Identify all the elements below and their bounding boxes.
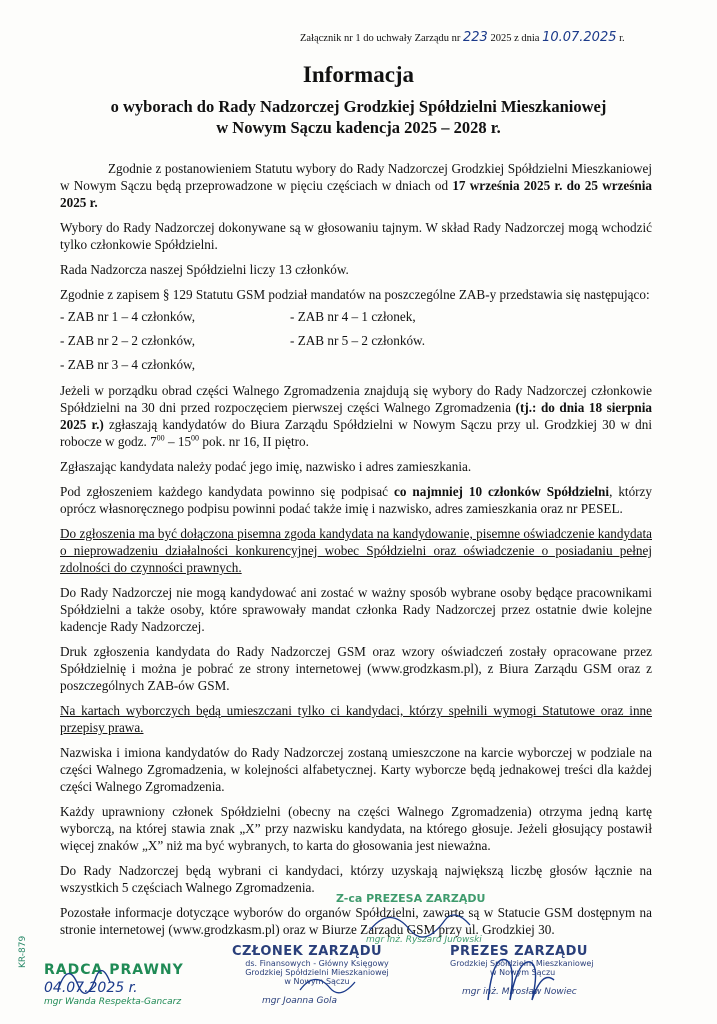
paragraph-ballot-order: Nazwiska i imiona kandydatów do Rady Nadzorczej zostaną umieszczone na karcie wyborczej w podziale na części Walnego Zgromadzenia, w kolejności alfabetycznej. Karty wyborcze będą jednakowej treści dla każdej części Walnego Zgromadzenia. bbox=[60, 745, 652, 794]
annex-suffix: r. bbox=[619, 33, 625, 44]
stamp-name: mgr Wanda Respekta-Gancarz bbox=[44, 997, 182, 1007]
document-body bbox=[60, 160, 652, 946]
paragraph-candidate-submission bbox=[60, 382, 652, 450]
annex-header bbox=[300, 30, 670, 45]
stamp-president bbox=[450, 944, 650, 997]
zab-item: - ZAB nr 4 – 1 członek, bbox=[290, 309, 416, 324]
stamp-board-member bbox=[232, 944, 432, 1006]
paragraph-forms: Druk zgłoszenia kandydata do Rady Nadzorczej GSM oraz wzory oświadczeń zostały opracowane przez Spółdzielnię i można je pobrać ze strony internetowej (www.grodzkasm.pl), z Biura Zarządu GSM oraz z poszczególnych ZAB-ów GSM. bbox=[60, 644, 652, 693]
paragraph-text: Pod zgłoszeniem każdego kandydata powinno się podpisać bbox=[60, 484, 389, 499]
paragraph-board-size: Rada Nadzorcza naszej Spółdzielni liczy 13 członków. bbox=[60, 262, 349, 277]
zab-item bbox=[290, 356, 550, 373]
stamp-subtitle: ds. Finansowych - Główny Księgowy bbox=[245, 959, 389, 968]
stamp-title: RADCA PRAWNY bbox=[44, 962, 184, 978]
subtitle-line-2: w Nowym Sączu kadencja 2025 – 2028 r. bbox=[216, 118, 501, 137]
paragraph-ineligibility: Do Rady Nadzorczej nie mogą kandydować ani zostać w ważny sposób wybrane osoby będące pracownikami Spółdzielni a także osoby, które sprawowały mandat członka Rady Nadzorczej przez ostatnie dwie kolejne kadencje Rady Nadzorczej. bbox=[60, 585, 652, 634]
stamp-title: PREZES ZARZĄDU bbox=[450, 944, 588, 959]
stamp-org: w Nowym Sączu bbox=[284, 977, 350, 986]
paragraph-text: – 15 bbox=[164, 434, 192, 449]
stamp-name: mgr Joanna Gola bbox=[262, 996, 337, 1006]
paragraph-text: pok. nr 16, II piętro. bbox=[199, 434, 309, 449]
subtitle-line-1: o wyborach do Rady Nadzorczej Grodzkiej Spółdzielni Mieszkaniowej bbox=[110, 97, 607, 116]
paragraph-ballot-eligibility: Na kartach wyborczych będą umieszczani tylko ci kandydaci, którzy spełnili wymogi Statutowe oraz inne przepisy prawa. bbox=[60, 703, 652, 735]
paragraph-text: Jeżeli w porządku obrad części Walnego Zgromadzenia znajdują się wybory do Rady Nadzorczej członkowie Spółdzielni na 30 dni przed rozpoczęciem pierwszej części Walnego Zgromadzenia bbox=[60, 383, 652, 415]
stamp-title: Z-ca PREZESA ZARZĄDU bbox=[336, 892, 486, 905]
stamp-org: Grodzkiej Spółdzielni Mieszkaniowej bbox=[245, 968, 389, 977]
stamp-title: CZŁONEK ZARZĄDU bbox=[232, 944, 383, 959]
paragraph-secret-ballot: Wybory do Rady Nadzorczej dokonywane są w głosowaniu tajnym. W skład Rady Nadzorczej mogą wchodzić tylko członkowie Spółdzielni. bbox=[60, 220, 652, 252]
paragraph-text: , którzy oprócz własnoręcznego podpisu powinni podać także imię i nazwisko, adres zamieszkania oraz nr PESEL. bbox=[60, 484, 653, 516]
election-dates: 17 września 2025 r. do 25 września 2025 r. bbox=[60, 178, 653, 210]
stamp-handwritten-date: 04.07.2025 r. bbox=[44, 980, 138, 996]
document-title: Informacja bbox=[302, 62, 415, 87]
stamp-org: Grodzkiej Spółdzielni Mieszkaniowej bbox=[450, 959, 594, 968]
paragraph-signatures bbox=[60, 483, 652, 517]
deadline-date: (tj.: do dnia 18 sierpnia 2025 r.) bbox=[60, 400, 652, 432]
paragraph-election-dates bbox=[60, 160, 652, 211]
annex-date: 10.07.2025 bbox=[542, 30, 617, 45]
document-subtitle bbox=[0, 96, 717, 138]
zab-mandate-list bbox=[60, 308, 652, 373]
zab-item: - ZAB nr 3 – 4 członków, bbox=[60, 357, 196, 372]
paragraph-text: Zgodnie z postanowieniem Statutu wybory do Rady Nadzorczej Grodzkiej Spółdzielni Mieszkaniowej w Nowym Sączu będą przeprowadzone w pięciu częściach w dniach od bbox=[60, 161, 652, 193]
paragraph-election-result: Do Rady Nadzorczej będą wybrani ci kandydaci, którzy uzyskają największą liczbę głosów łącznie na wszystkich 5 częściach Walnego Zgromadzenia. bbox=[60, 863, 652, 895]
stamp-org: w Nowym Sączu bbox=[490, 968, 556, 977]
paragraph-consent-requirements: Do zgłoszenia ma być dołączona pisemna zgoda kandydata na kandydowanie, pisemne oświadczenie kandydata o nieprowadzeniu działalności konkurencyjnej wobec Spółdzielni oraz oświadczenie o posiadaniu pełnej zdolności do czynności prawnych. bbox=[60, 526, 652, 575]
zab-item: - ZAB nr 5 – 2 członków. bbox=[290, 333, 426, 348]
signature-requirement: co najmniej 10 członków Spółdzielni bbox=[393, 484, 610, 499]
zab-item: - ZAB nr 1 – 4 członków, bbox=[60, 309, 196, 324]
stamp-name: mgr inż. Ryszard Jurowski bbox=[366, 935, 482, 945]
zab-item: - ZAB nr 2 – 2 członków, bbox=[60, 333, 196, 348]
annex-prefix: Załącznik nr 1 do uchwały Zarządu nr bbox=[300, 33, 461, 44]
stamp-vice-president bbox=[336, 892, 516, 945]
paragraph-other-info: Pozostałe informacje dotyczące wyborów do organów Spółdzielni, zawarte są w Statucie GSM dostępnym na stronie internetowej (www.grodzkasm.pl) oraz w Biurze Zarządu GSM przy ul. Grodzkiej 30. bbox=[60, 905, 652, 937]
stamp-legal-counsel bbox=[44, 962, 194, 1007]
annex-middle: 2025 z dnia bbox=[490, 33, 540, 44]
hour-superscript: 00 bbox=[191, 433, 200, 443]
kr-number: KR-879 bbox=[18, 935, 28, 968]
paragraph-text: zgłaszają kandydatów do Biura Zarządu Spółdzielni w Nowym Sączu przy ul. Grodzkiej 30 w dni robocze w godz. 7 bbox=[60, 417, 652, 449]
stamp-name: mgr inż. Mirosław Nowiec bbox=[462, 987, 577, 997]
paragraph-voting-rules: Każdy uprawniony członek Spółdzielni (obecny na części Walnego Zgromadzenia) otrzyma jedną kartę wyborczą, na której stawia znak „X” przy nazwisku kandydata, na którego głosuje. Jeżeli głosujący postawił więcej znaków „X” niż ma być wybranych, to karta do głosowania jest nieważna. bbox=[60, 804, 652, 853]
hour-superscript: 00 bbox=[156, 433, 165, 443]
paragraph-mandates: Zgodnie z zapisem § 129 Statutu GSM podział mandatów na poszczególne ZAB-y przedstawia się następująco: bbox=[60, 287, 650, 302]
annex-number: 223 bbox=[462, 30, 488, 45]
paragraph-candidate-data: Zgłaszając kandydata należy podać jego imię, nazwisko i adres zamieszkania. bbox=[60, 459, 472, 474]
